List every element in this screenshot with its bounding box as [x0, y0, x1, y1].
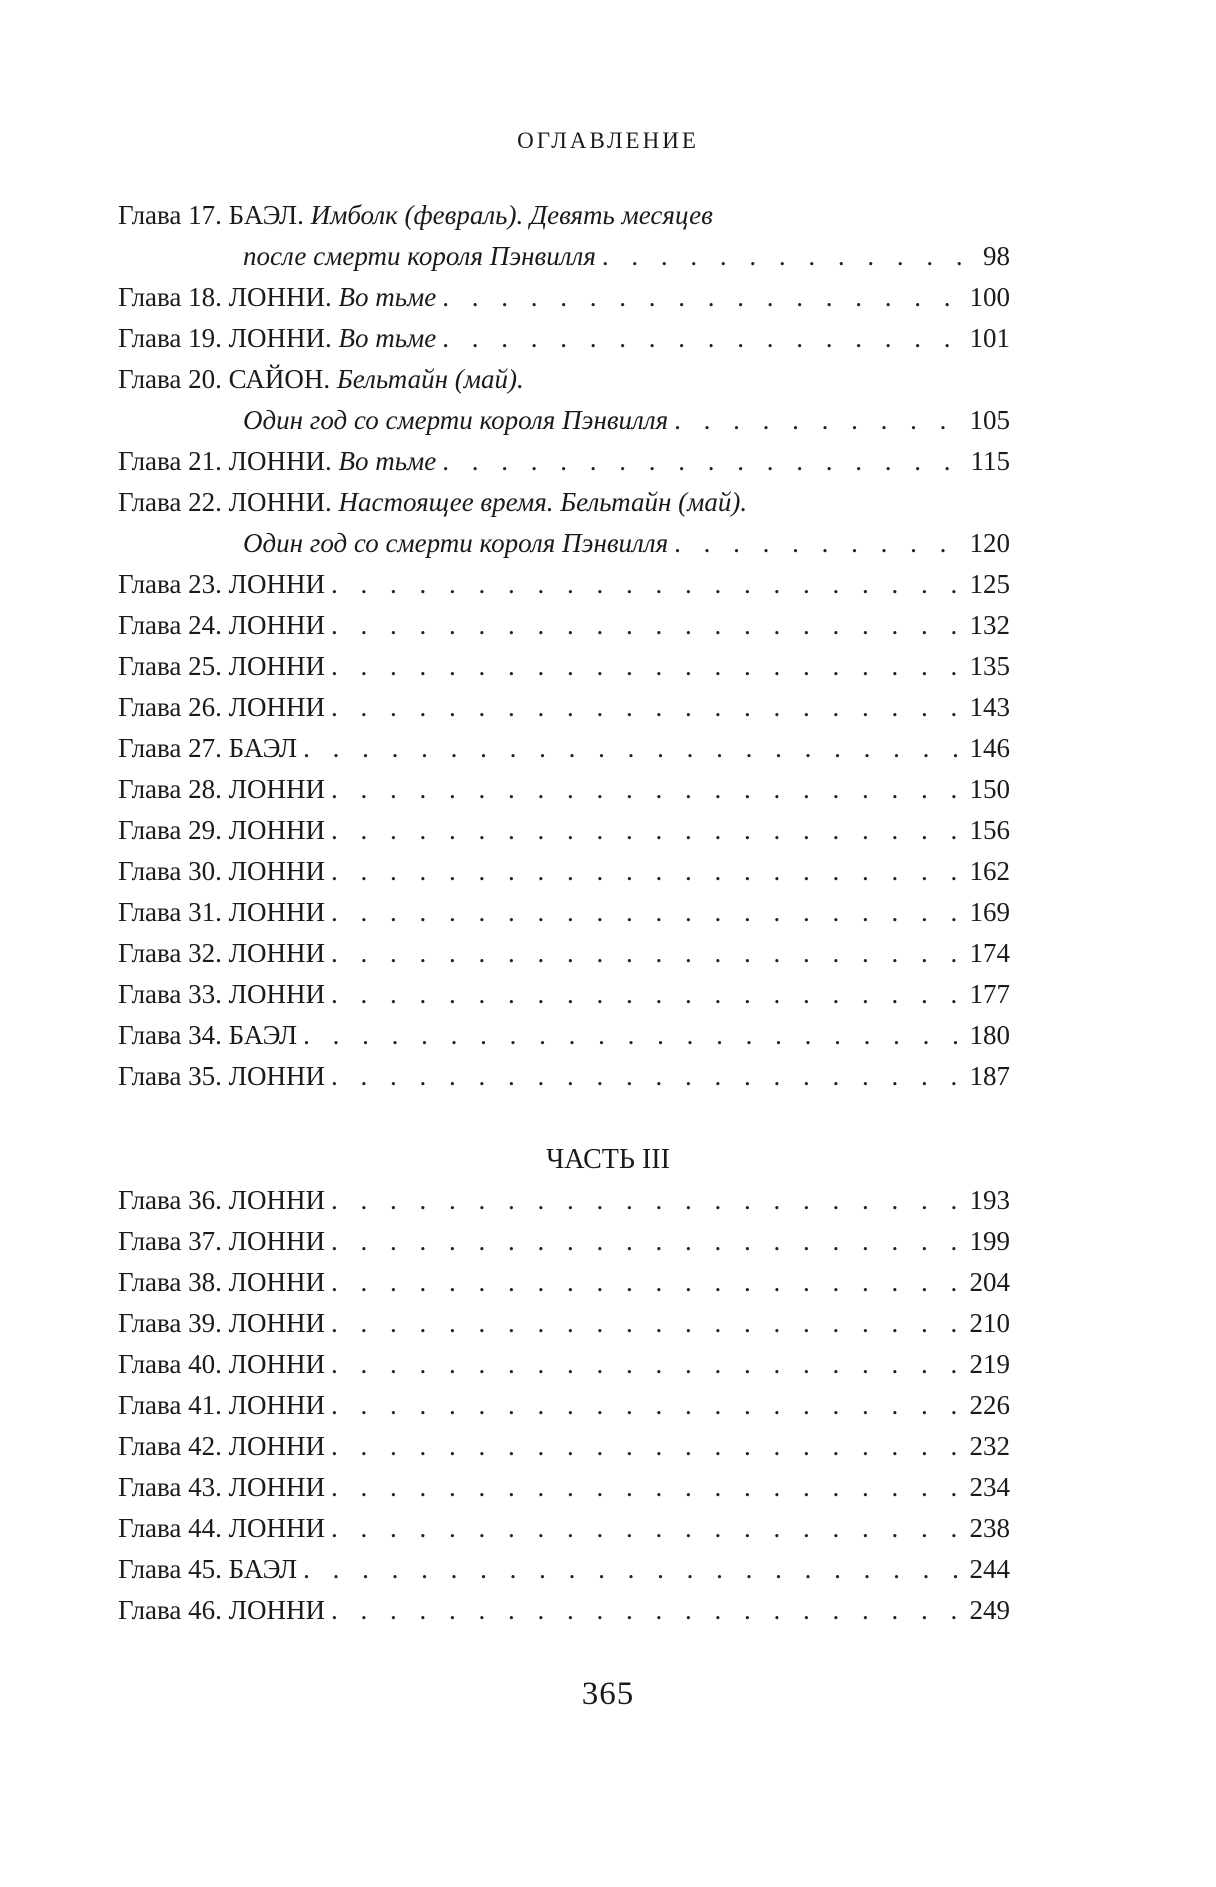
dot-leader: [331, 1590, 964, 1631]
chapter-narrator: БАЭЛ.: [228, 200, 304, 230]
chapter-narrator: ЛОННИ: [228, 610, 325, 640]
toc-entry-20[interactable]: [118, 359, 1010, 400]
page-ref: 244: [969, 1554, 1010, 1584]
toc-entry-43[interactable]: [118, 1467, 1010, 1508]
dot-leader: [331, 605, 964, 646]
chapter-label: Глава 41.: [118, 1390, 222, 1420]
page-ref: 120: [969, 528, 1010, 558]
page-ref: 146: [969, 733, 1010, 763]
chapter-label: Глава 35.: [118, 1061, 222, 1091]
toc-entry-19[interactable]: [118, 318, 1010, 359]
chapter-label: Глава 28.: [118, 774, 222, 804]
chapter-narrator: ЛОННИ: [228, 1431, 325, 1461]
chapter-label: Глава 25.: [118, 651, 222, 681]
toc-entry-17-cont[interactable]: [118, 236, 1010, 277]
dot-leader: [303, 1549, 963, 1590]
toc-entry-29[interactable]: [118, 810, 1010, 851]
dot-leader: [331, 933, 964, 974]
toc-entry-45[interactable]: [118, 1549, 1010, 1590]
chapter-narrator: ЛОННИ.: [228, 282, 332, 312]
page-ref: 234: [969, 1472, 1010, 1502]
toc-entry-26[interactable]: [118, 687, 1010, 728]
chapter-title: Во тьме: [338, 323, 437, 353]
dot-leader: [674, 523, 963, 564]
toc-entry-34[interactable]: [118, 1015, 1010, 1056]
chapter-title: Имболк (февраль). Девять месяцев: [310, 200, 713, 230]
page-ref: 193: [969, 1185, 1010, 1215]
page-ref: 187: [969, 1061, 1010, 1091]
chapter-label: Глава 39.: [118, 1308, 222, 1338]
toc-entry-39[interactable]: [118, 1303, 1010, 1344]
chapter-narrator: ЛОННИ: [228, 1226, 325, 1256]
page-ref: 132: [969, 610, 1010, 640]
chapter-title-cont: Один год со смерти короля Пэнвилля: [243, 405, 669, 435]
page-ref: 249: [969, 1595, 1010, 1625]
toc-entry-25[interactable]: [118, 646, 1010, 687]
dot-leader: [331, 1221, 964, 1262]
toc-entry-22[interactable]: [118, 482, 1010, 523]
chapter-narrator: ЛОННИ: [228, 815, 325, 845]
dot-leader: [331, 892, 964, 933]
chapter-label: Глава 46.: [118, 1595, 222, 1625]
page-ref: 169: [969, 897, 1010, 927]
chapter-narrator: ЛОННИ: [228, 1513, 325, 1543]
page-ref: 162: [969, 856, 1010, 886]
dot-leader: [442, 441, 964, 482]
dot-leader: [602, 236, 977, 277]
toc-entry-46[interactable]: [118, 1590, 1010, 1631]
toc-entry-42[interactable]: [118, 1426, 1010, 1467]
page-ref: 150: [969, 774, 1010, 804]
chapter-narrator: ЛОННИ: [228, 651, 325, 681]
toc-entry-35[interactable]: [118, 1056, 1010, 1097]
dot-leader: [331, 564, 964, 605]
chapter-label: Глава 33.: [118, 979, 222, 1009]
toc-entry-21[interactable]: [118, 441, 1010, 482]
chapter-label: Глава 37.: [118, 1226, 222, 1256]
dot-leader: [303, 1015, 963, 1056]
chapter-narrator: ЛОННИ: [228, 1472, 325, 1502]
chapter-label: Глава 44.: [118, 1513, 222, 1543]
chapter-narrator: ЛОННИ: [228, 569, 325, 599]
chapter-narrator: БАЭЛ: [228, 1020, 298, 1050]
chapter-title: Во тьме: [338, 282, 437, 312]
chapter-narrator: БАЭЛ: [228, 1554, 298, 1584]
toc-entry-17[interactable]: [118, 195, 1010, 236]
page-ref: 226: [969, 1390, 1010, 1420]
page-ref: 100: [969, 282, 1010, 312]
chapter-label: Глава 30.: [118, 856, 222, 886]
toc-entry-20-cont[interactable]: [118, 400, 1010, 441]
page-ref: 156: [969, 815, 1010, 845]
toc-entry-27[interactable]: [118, 728, 1010, 769]
page-ref: 101: [969, 323, 1010, 353]
dot-leader: [331, 1056, 964, 1097]
chapter-label: Глава 26.: [118, 692, 222, 722]
dot-leader: [303, 728, 963, 769]
chapter-label: Глава 40.: [118, 1349, 222, 1379]
dot-leader: [331, 1467, 964, 1508]
chapter-label: Глава 29.: [118, 815, 222, 845]
chapter-title-cont: после смерти короля Пэнвилля: [243, 241, 596, 271]
dot-leader: [331, 1508, 964, 1549]
toc-entry-23[interactable]: [118, 564, 1010, 605]
toc-entry-37[interactable]: [118, 1221, 1010, 1262]
chapter-label: Глава 21.: [118, 446, 222, 476]
chapter-label: Глава 23.: [118, 569, 222, 599]
chapter-label: Глава 43.: [118, 1472, 222, 1502]
chapter-title: Бельтайн (май).: [336, 364, 524, 394]
chapter-narrator: ЛОННИ: [228, 979, 325, 1009]
dot-leader: [331, 1303, 964, 1344]
chapter-label: Глава 18.: [118, 282, 222, 312]
chapter-label: Глава 32.: [118, 938, 222, 968]
page-ref: 232: [969, 1431, 1010, 1461]
dot-leader: [331, 810, 964, 851]
toc-entry-41[interactable]: [118, 1385, 1010, 1426]
page-ref: 199: [969, 1226, 1010, 1256]
dot-leader: [331, 1180, 964, 1221]
chapter-label: Глава 38.: [118, 1267, 222, 1297]
chapter-narrator: ЛОННИ: [228, 938, 325, 968]
dot-leader: [331, 851, 964, 892]
page-ref: 115: [970, 446, 1010, 476]
toc-entry-line: [118, 236, 1010, 277]
toc-entry-22-cont[interactable]: [118, 523, 1010, 564]
toc-entry-28[interactable]: [118, 769, 1010, 810]
chapter-label: Глава 36.: [118, 1185, 222, 1215]
page-ref: 105: [969, 405, 1010, 435]
chapter-narrator: ЛОННИ: [228, 856, 325, 886]
toc-entry-31[interactable]: [118, 892, 1010, 933]
dot-leader: [331, 687, 964, 728]
chapter-narrator: ЛОННИ.: [228, 323, 332, 353]
page-ref: 180: [969, 1020, 1010, 1050]
toc-entry-line: [118, 195, 1010, 236]
toc-entry-32[interactable]: [118, 933, 1010, 974]
chapter-narrator: БАЭЛ: [228, 733, 298, 763]
page-ref: 98: [983, 241, 1010, 271]
toc-entry-40[interactable]: [118, 1344, 1010, 1385]
chapter-label: Глава 19.: [118, 323, 222, 353]
dot-leader: [331, 1426, 964, 1467]
chapter-narrator: ЛОННИ: [228, 1595, 325, 1625]
dot-leader: [442, 318, 963, 359]
toc-heading: ОГЛАВЛЕНИЕ: [517, 128, 699, 153]
chapter-narrator: ЛОННИ: [228, 1390, 325, 1420]
chapter-title: Во тьме: [338, 446, 437, 476]
page-number: 365: [581, 1676, 635, 1712]
chapter-label: Глава 34.: [118, 1020, 222, 1050]
page-ref: 210: [969, 1308, 1010, 1338]
page-ref: 174: [969, 938, 1010, 968]
page-ref: 125: [969, 569, 1010, 599]
chapter-narrator: САЙОН.: [228, 364, 331, 394]
chapter-label: Глава 31.: [118, 897, 222, 927]
page-ref: 204: [969, 1267, 1010, 1297]
page-ref: 177: [969, 979, 1010, 1009]
chapter-title-cont: Один год со смерти короля Пэнвилля: [243, 528, 669, 558]
chapter-narrator: ЛОННИ: [228, 1185, 325, 1215]
toc-entry-24[interactable]: [118, 605, 1010, 646]
toc-entry-30[interactable]: [118, 851, 1010, 892]
chapter-narrator: ЛОННИ: [228, 1308, 325, 1338]
toc-entry-36[interactable]: [118, 1180, 1010, 1221]
dot-leader: [331, 974, 964, 1015]
dot-leader: [331, 1344, 964, 1385]
page-ref: 219: [969, 1349, 1010, 1379]
chapter-narrator: ЛОННИ: [228, 1349, 325, 1379]
chapter-narrator: ЛОННИ.: [228, 487, 332, 517]
dot-leader: [331, 1385, 964, 1426]
toc-entry-18[interactable]: [118, 277, 1010, 318]
chapter-label: Глава 22.: [118, 487, 222, 517]
toc-entry-33[interactable]: [118, 974, 1010, 1015]
chapter-narrator: ЛОННИ: [228, 1061, 325, 1091]
dot-leader: [331, 646, 964, 687]
chapter-title: Настоящее время. Бельтайн (май).: [338, 487, 748, 517]
chapter-label: Глава 42.: [118, 1431, 222, 1461]
dot-leader: [331, 1262, 964, 1303]
chapter-narrator: ЛОННИ: [228, 774, 325, 804]
toc-entry-38[interactable]: [118, 1262, 1010, 1303]
part-heading: ЧАСТЬ III: [546, 1144, 670, 1175]
page-ref: 135: [969, 651, 1010, 681]
chapter-label: Глава 24.: [118, 610, 222, 640]
chapter-narrator: ЛОННИ: [228, 692, 325, 722]
chapter-narrator: ЛОННИ.: [228, 446, 332, 476]
chapter-narrator: ЛОННИ: [228, 1267, 325, 1297]
chapter-label: Глава 20.: [118, 364, 222, 394]
page-ref: 143: [969, 692, 1010, 722]
page-ref: 238: [969, 1513, 1010, 1543]
chapter-label: Глава 45.: [118, 1554, 222, 1584]
chapter-label: Глава 17.: [118, 200, 222, 230]
chapter-narrator: ЛОННИ: [228, 897, 325, 927]
dot-leader: [674, 400, 963, 441]
dot-leader: [442, 277, 963, 318]
dot-leader: [331, 769, 964, 810]
chapter-label: Глава 27.: [118, 733, 222, 763]
toc-entry-44[interactable]: [118, 1508, 1010, 1549]
